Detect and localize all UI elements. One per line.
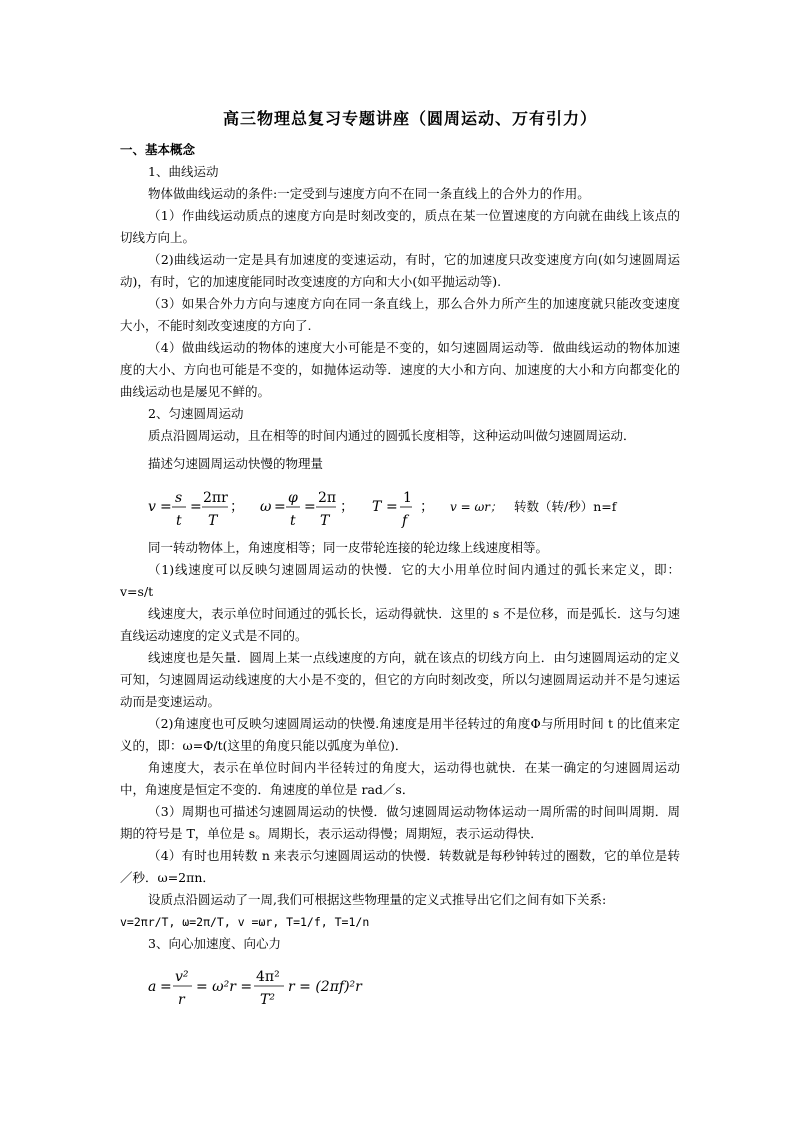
- formula-eq: =: [274, 499, 286, 515]
- paragraph: 线速度大，表示单位时间通过的弧长长，运动得就快．这里的 s 不是位移，而是弧长．这与匀速直线运动速度的定义式是不同的。: [120, 606, 680, 643]
- paragraph: （2)曲线运动一定是具有加速度的变速运动，有时，它的加速度只改变速度方向(如匀速圆周运动)，有时，它的加速度能同时改变速度的方向和大小(如平抛运动等).: [120, 252, 680, 289]
- formula-speed-definitions: [120, 475, 680, 537]
- paragraph: 同一转动物体上，角速度相等；同一皮带轮连接的轮边缘上线速度相等。: [148, 540, 549, 555]
- formula-omega-squared-r: = ω²r =: [196, 979, 253, 995]
- formula-eq: =: [304, 499, 316, 515]
- formula-T: T: [320, 513, 330, 529]
- formula-f: f: [402, 513, 408, 529]
- paragraph: 物体做曲线运动的条件:一定受到与速度方向不在同一条直线上的合外力的作用。: [148, 186, 590, 201]
- formula-phi: φ: [288, 490, 298, 506]
- paragraph: （2)角速度也可反映匀速圆周运动的快慢.角速度是用半径转过的角度Φ与所用时间 t 的比值来定义的，即：ω=Φ/t(这里的角度只能以弧度为单位)．: [120, 716, 680, 753]
- formula-s: s: [175, 490, 183, 506]
- formula-r: r: [178, 992, 185, 1008]
- formula-v: v: [148, 499, 156, 515]
- formula-eq: =: [160, 979, 172, 995]
- paragraph: （1)线速度可以反映匀速圆周运动的快慢．它的大小用单位时间内通过的弧长来定义，即：v=s/t: [120, 562, 680, 599]
- formula-eq: =: [386, 499, 398, 515]
- formula-rpm: 转数（转/秒）n=f: [514, 499, 617, 514]
- subheading-centripetal: 3、向心加速度、向心力: [148, 936, 281, 951]
- paragraph: （3）如果合外力方向与速度方向在同一条直线上，那么合外力所产生的加速度就只能改变速度大小，不能时刻改变速度的方向了.: [120, 296, 680, 333]
- formula-one: 1: [403, 490, 412, 506]
- formula-T-squared: T²: [260, 992, 275, 1008]
- formula-semi: ；: [340, 499, 354, 515]
- formula-eq: =: [160, 499, 172, 515]
- formula-v-squared: v²: [175, 969, 189, 985]
- formula-2pi: 2π: [318, 490, 337, 506]
- formula-t: t: [290, 513, 296, 529]
- subheading-uniform-circular: 2、匀速圆周运动: [148, 406, 244, 421]
- formula-T-left: T: [372, 499, 382, 515]
- formula-T: T: [208, 513, 218, 529]
- paragraph: （4）有时也用转数 n 来表示匀速圆周运动的快慢．转数就是每秒钟转过的圈数，它的单位是转／秒．ω=2πn．: [120, 848, 680, 885]
- paragraph: 质点沿圆周运动，且在相等的时间内通过的圆弧长度相等，这种运动叫做匀速圆周运动．: [148, 428, 636, 443]
- relations-line: v=2πr/T, ω=2π/T, v =ωr, T=1/f, T=1/n: [120, 915, 370, 929]
- paragraph: （4）做曲线运动的物体的速度大小可能是不变的，如匀速圆周运动等．做曲线运动的物体加速度的大小、方向也可能是不变的，如抛体运动等．速度的大小和方向、加速度的大小和方向都变化的曲线运动也是屡见不鲜的。: [120, 340, 680, 399]
- section-heading: 一、基本概念: [120, 142, 196, 157]
- formula-4pi-squared: 4π²: [256, 969, 280, 985]
- paragraph: 描述匀速圆周运动快慢的物理量: [148, 456, 324, 471]
- formula-centripetal-acceleration: [120, 955, 680, 1017]
- formula-a: a: [148, 979, 157, 995]
- formula-t: t: [176, 513, 182, 529]
- paragraph: （1）作曲线运动质点的速度方向是时刻改变的，质点在某一位置速度的方向就在曲线上该点的切线方向上。: [120, 208, 680, 245]
- document-page: [120, 106, 680, 1017]
- formula-2pir: 2πr: [203, 490, 228, 506]
- formula-v-omega-r: v = ωr；: [450, 500, 502, 514]
- page-title: 高三物理总复习专题讲座（圆周运动、万有引力）: [222, 109, 597, 128]
- paragraph: 设质点沿圆运动了一周,我们可根据这些物理量的定义式推导出它们之间有如下关系:: [148, 892, 607, 907]
- formula-semi: ；: [230, 499, 244, 515]
- formula-tail: r = (2πf)²r: [288, 979, 362, 995]
- formula-omega: ω: [260, 499, 272, 515]
- paragraph: （3）周期也可描述匀速圆周运动的快慢．做匀速圆周运动物体运动一周所需的时间叫周期．周期的符号是 T，单位是 s。周期长，表示运动得慢；周期短，表示运动得快．: [120, 804, 680, 841]
- paragraph: 角速度大，表示在单位时间内半径转过的角度大，运动得也就快．在某一确定的匀速圆周运动中，角速度是恒定不变的．角速度的单位是 rad／s．: [120, 760, 680, 797]
- paragraph: 线速度也是矢量．圆周上某一点线速度的方向，就在该点的切线方向上．由匀速圆周运动的定义可知，匀速圆周运动线速度的大小是不变的，但它的方向时刻改变，所以匀速圆周运动并不是匀速运动而是变速运动。: [120, 650, 680, 709]
- formula-semi: ；: [420, 499, 434, 515]
- formula-eq: =: [190, 499, 202, 515]
- subheading-curvilinear: 1、曲线运动: [148, 164, 219, 179]
